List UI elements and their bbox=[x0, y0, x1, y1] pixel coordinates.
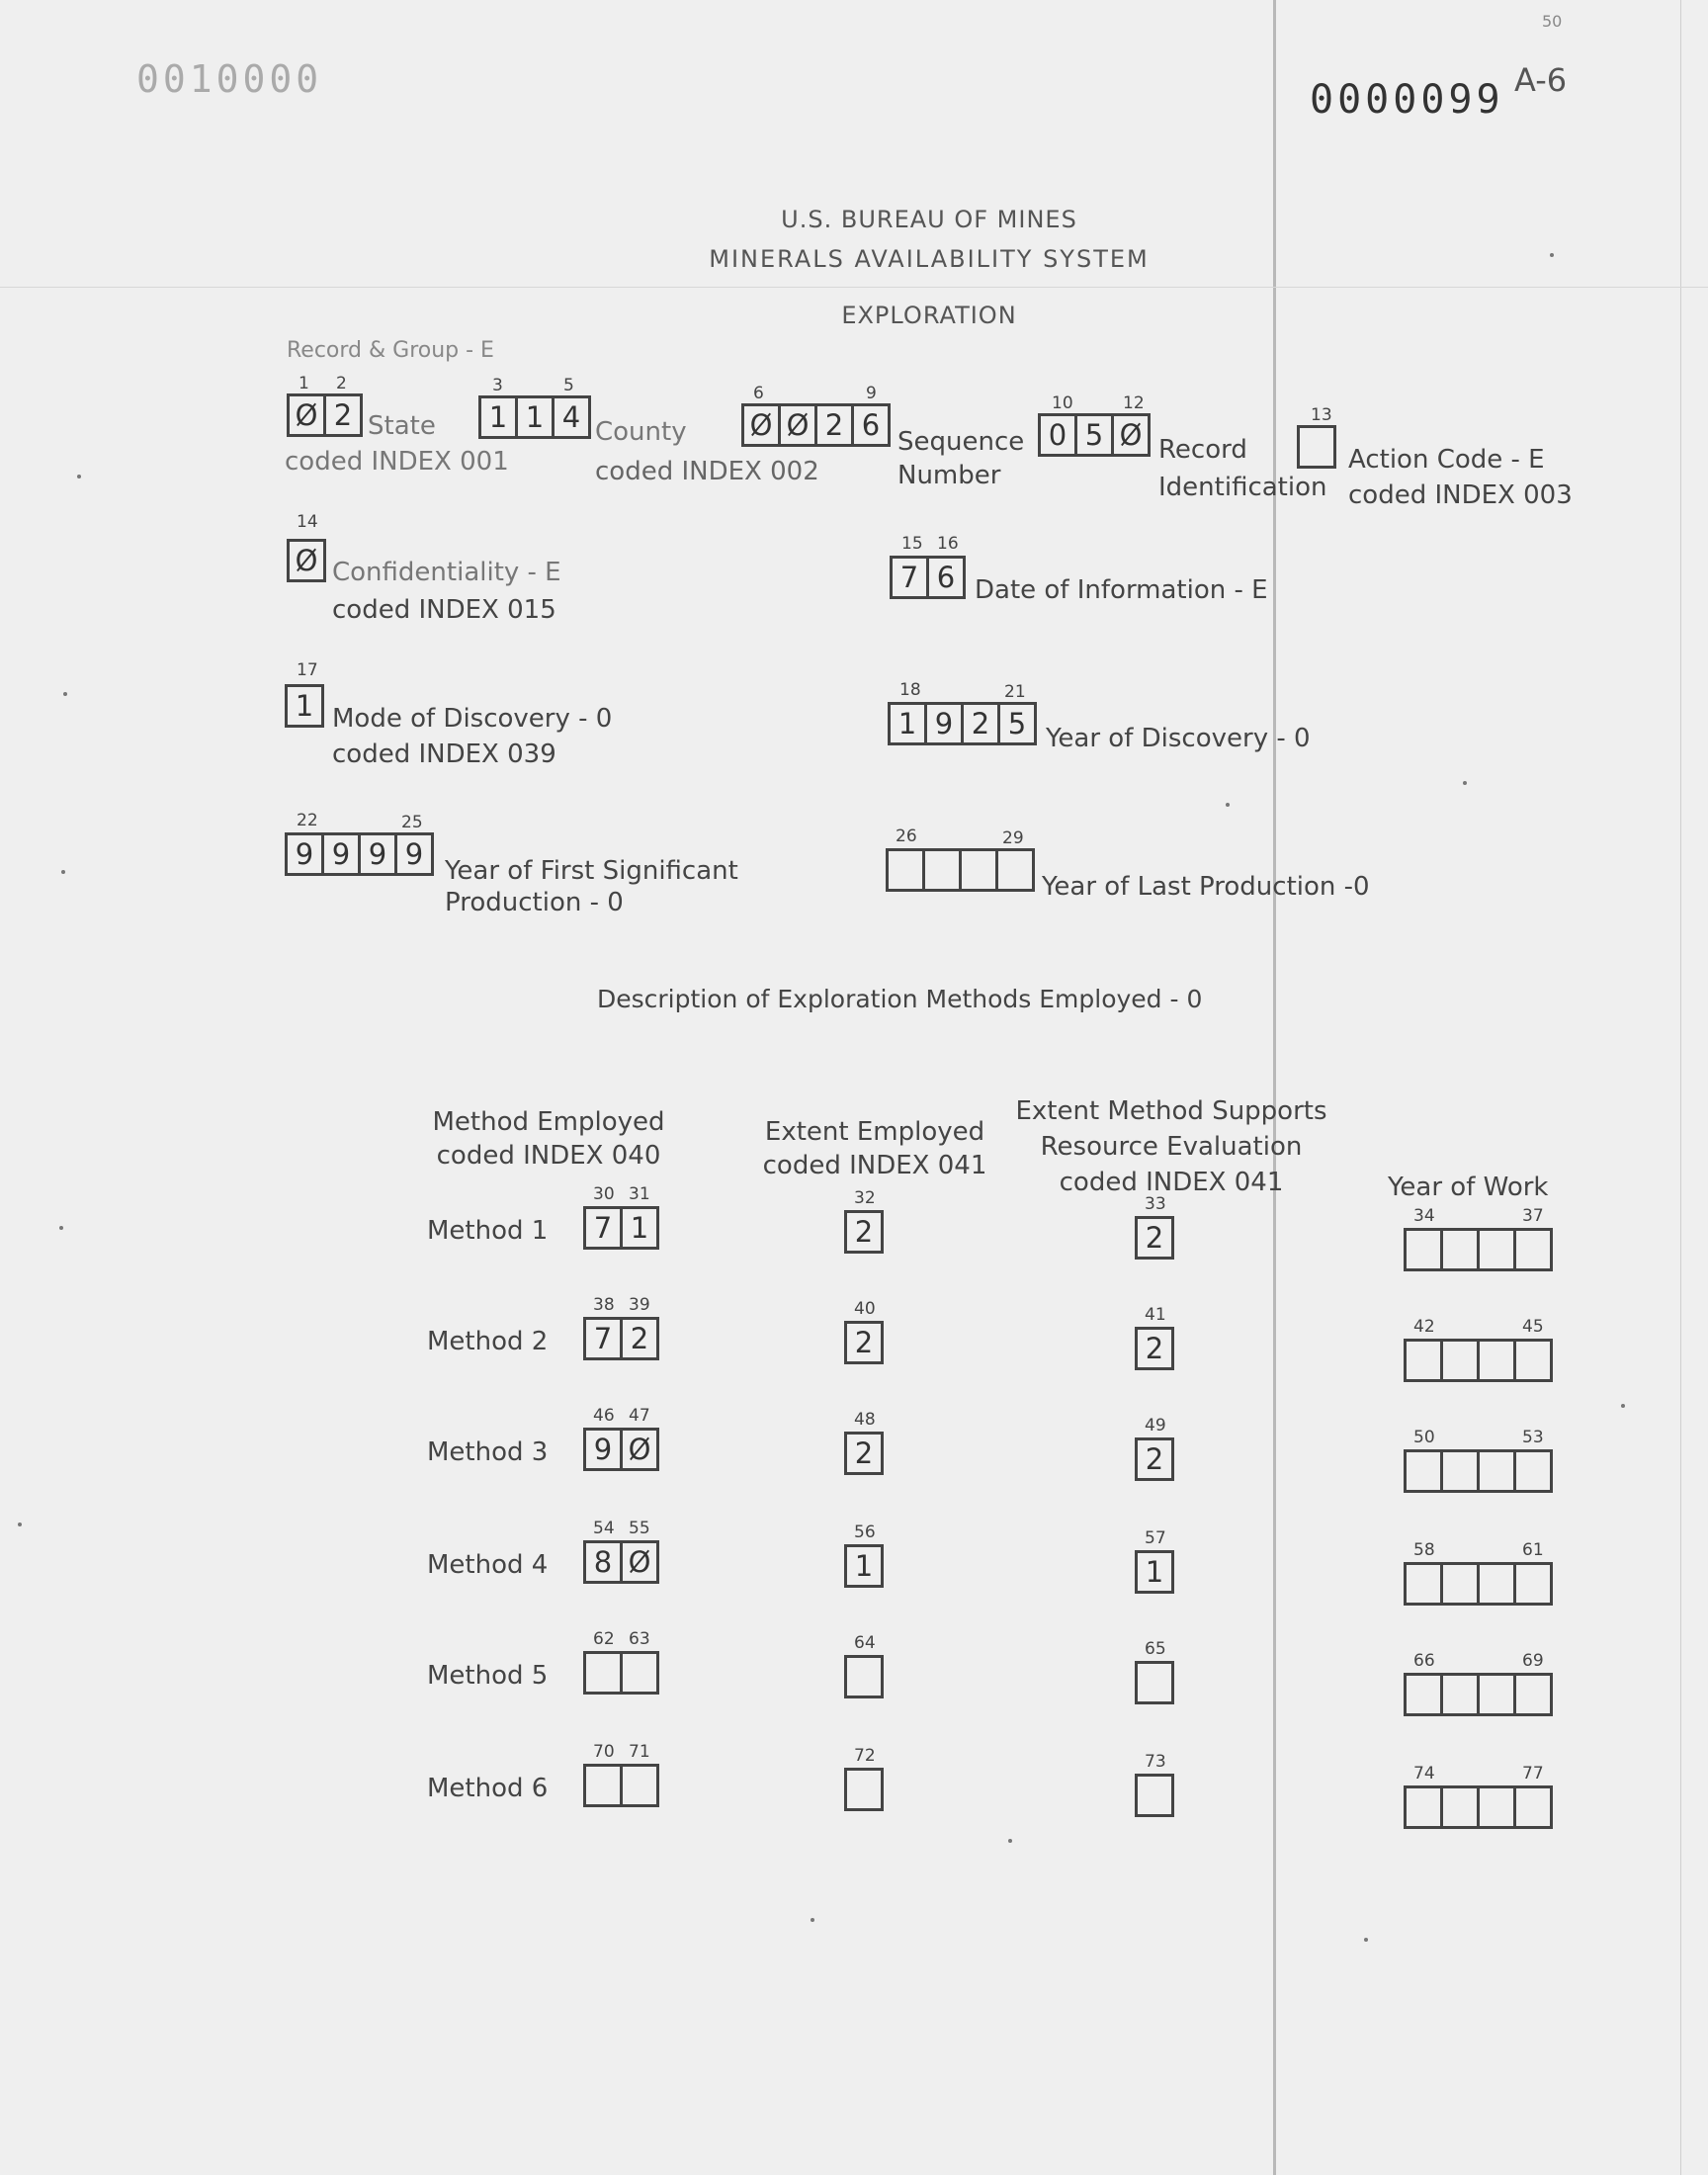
sequence-digit-box: 2 bbox=[814, 403, 854, 447]
support-col-num: 33 bbox=[1145, 1194, 1166, 1214]
support-code-box: 2 bbox=[1135, 1437, 1174, 1481]
mode-discovery-box: 1 bbox=[285, 684, 324, 728]
year-last-box bbox=[959, 848, 998, 892]
year-of-work-box bbox=[1440, 1339, 1480, 1382]
county-digit-box: 1 bbox=[478, 395, 518, 439]
method-code-box: 1 bbox=[620, 1206, 659, 1250]
extent-code-box bbox=[844, 1655, 884, 1698]
scan-speck bbox=[63, 692, 67, 696]
method-code-box: 9 bbox=[583, 1428, 623, 1471]
scan-speck bbox=[1463, 781, 1467, 785]
method-col-num: 39 bbox=[629, 1295, 650, 1315]
extent-col-num: 72 bbox=[854, 1746, 876, 1766]
year-last-production-label: Year of Last Production -0 bbox=[1042, 872, 1370, 902]
year-first-box: 9 bbox=[285, 832, 324, 876]
scan-speck bbox=[1550, 253, 1554, 257]
state-digit-box: 2 bbox=[323, 393, 363, 437]
year-first-box: 9 bbox=[358, 832, 397, 876]
section-title: EXPLORATION bbox=[841, 302, 1017, 329]
year-first-box: 9 bbox=[394, 832, 434, 876]
method-code-box: Ø bbox=[620, 1428, 659, 1471]
year-of-work-box bbox=[1404, 1562, 1443, 1606]
extent-col-num: 32 bbox=[854, 1188, 876, 1208]
date-info-box: 6 bbox=[926, 556, 966, 599]
extent-code-box: 2 bbox=[844, 1210, 884, 1254]
method-label: Method 4 bbox=[427, 1550, 549, 1580]
year-of-work-box bbox=[1440, 1785, 1480, 1829]
county-digit-box: 1 bbox=[515, 395, 555, 439]
year-of-discovery-label: Year of Discovery - 0 bbox=[1046, 724, 1311, 753]
scan-speck bbox=[1226, 803, 1230, 807]
scan-speck bbox=[1364, 1938, 1368, 1942]
support-col-num: 41 bbox=[1145, 1305, 1166, 1325]
sequence-digit-box: Ø bbox=[778, 403, 817, 447]
year-col-num: 42 bbox=[1413, 1317, 1435, 1337]
action-code-label: Action Code - E bbox=[1348, 445, 1545, 475]
mode-of-discovery-index: coded INDEX 039 bbox=[332, 740, 556, 769]
year-last-box bbox=[886, 848, 925, 892]
scan-speck bbox=[77, 475, 81, 478]
method-label: Method 6 bbox=[427, 1774, 549, 1803]
year-of-work-box bbox=[1477, 1562, 1516, 1606]
support-code-box: 1 bbox=[1135, 1550, 1174, 1594]
year-of-work-box bbox=[1404, 1785, 1443, 1829]
year-discovery-box: 5 bbox=[997, 702, 1037, 745]
record-label: Record bbox=[1158, 435, 1247, 465]
method-label: Method 2 bbox=[427, 1327, 549, 1356]
method-col-num: 55 bbox=[629, 1519, 650, 1538]
year-of-work-box bbox=[1513, 1562, 1553, 1606]
year-first-box: 9 bbox=[321, 832, 361, 876]
extent-col-num: 40 bbox=[854, 1299, 876, 1319]
county-digit-box: 4 bbox=[552, 395, 591, 439]
state-label: State bbox=[368, 411, 436, 441]
year-col-num: 58 bbox=[1413, 1540, 1435, 1560]
year-of-work-box bbox=[1513, 1339, 1553, 1382]
year-of-work-box bbox=[1440, 1449, 1480, 1493]
confidentiality-label: Confidentiality - E bbox=[332, 558, 561, 587]
system-title: MINERALS AVAILABILITY SYSTEM bbox=[709, 245, 1150, 273]
year-col-num: 61 bbox=[1522, 1540, 1544, 1560]
support-code-box bbox=[1135, 1774, 1174, 1817]
year-of-work-box bbox=[1440, 1228, 1480, 1271]
action-code-index: coded INDEX 003 bbox=[1348, 480, 1573, 510]
year-discovery-box: 9 bbox=[924, 702, 964, 745]
year-col-num: 77 bbox=[1522, 1764, 1544, 1784]
year-of-work-box bbox=[1404, 1228, 1443, 1271]
year-col-num: 66 bbox=[1413, 1651, 1435, 1671]
sequence-digit-box: 6 bbox=[851, 403, 891, 447]
year-of-work-box bbox=[1477, 1449, 1516, 1493]
method-code-box bbox=[620, 1651, 659, 1695]
year-of-work-box bbox=[1513, 1228, 1553, 1271]
method-label: Method 5 bbox=[427, 1661, 549, 1691]
agency-title: U.S. BUREAU OF MINES bbox=[781, 206, 1077, 233]
scan-speck bbox=[811, 1918, 814, 1922]
year-discovery-box: 1 bbox=[888, 702, 927, 745]
method-col-num: 47 bbox=[629, 1406, 650, 1426]
support-code-box: 2 bbox=[1135, 1216, 1174, 1260]
confidentiality-index: coded INDEX 015 bbox=[332, 595, 556, 625]
year-of-work-box bbox=[1513, 1449, 1553, 1493]
extent-code-box: 2 bbox=[844, 1432, 884, 1475]
method-code-box: 7 bbox=[583, 1317, 623, 1360]
method-code-box: 2 bbox=[620, 1317, 659, 1360]
col-header-extent: Extent Employed coded INDEX 041 bbox=[762, 1117, 987, 1180]
extent-code-box: 1 bbox=[844, 1544, 884, 1588]
method-col-num: 46 bbox=[593, 1406, 615, 1426]
year-of-work-box bbox=[1513, 1785, 1553, 1829]
mode-of-discovery-label: Mode of Discovery - 0 bbox=[332, 704, 613, 734]
year-col-num: 50 bbox=[1413, 1428, 1435, 1447]
support-col-num: 57 bbox=[1145, 1528, 1166, 1548]
year-col-num: 37 bbox=[1522, 1206, 1544, 1226]
action-code-box bbox=[1297, 425, 1336, 469]
record-digit-box: 5 bbox=[1074, 413, 1114, 457]
year-col-num: 34 bbox=[1413, 1206, 1435, 1226]
method-code-box bbox=[620, 1764, 659, 1807]
year-col-num: 53 bbox=[1522, 1428, 1544, 1447]
method-col-num: 71 bbox=[629, 1742, 650, 1762]
year-col-num: 74 bbox=[1413, 1764, 1435, 1784]
method-code-box: Ø bbox=[620, 1540, 659, 1584]
year-last-box bbox=[995, 848, 1035, 892]
support-col-num: 49 bbox=[1145, 1416, 1166, 1436]
year-of-work-box bbox=[1477, 1673, 1516, 1716]
method-col-num: 38 bbox=[593, 1295, 615, 1315]
county-index: coded INDEX 002 bbox=[595, 457, 819, 486]
col-header-method: Method Employed coded INDEX 040 bbox=[432, 1107, 665, 1171]
year-of-work-box bbox=[1404, 1449, 1443, 1493]
year-discovery-box: 2 bbox=[961, 702, 1000, 745]
method-col-num: 30 bbox=[593, 1184, 615, 1204]
sequence-digit-box: Ø bbox=[741, 403, 781, 447]
col-header-year-of-work: Year of Work bbox=[1388, 1173, 1549, 1202]
scan-crease-line bbox=[0, 287, 1708, 288]
method-label: Method 3 bbox=[427, 1437, 549, 1467]
extent-code-box: 2 bbox=[844, 1321, 884, 1364]
extent-col-num: 56 bbox=[854, 1522, 876, 1542]
date-of-information-label: Date of Information - E bbox=[975, 575, 1268, 605]
method-col-num: 70 bbox=[593, 1742, 615, 1762]
support-code-box bbox=[1135, 1661, 1174, 1704]
scan-speck bbox=[61, 870, 65, 874]
year-first-production-sub: Production - 0 bbox=[445, 888, 624, 917]
scan-speck bbox=[1621, 1404, 1625, 1408]
col-header-support: Extent Method Supports Resource Evaluation coded INDEX 041 bbox=[1015, 1096, 1327, 1197]
record-sub: Identification bbox=[1158, 473, 1327, 502]
document-stamp-left: 0010000 bbox=[136, 57, 323, 101]
year-of-work-box bbox=[1477, 1228, 1516, 1271]
document-stamp-right: 0000099 bbox=[1310, 77, 1504, 123]
year-of-work-box bbox=[1477, 1785, 1516, 1829]
year-of-work-box bbox=[1440, 1562, 1480, 1606]
county-label: County bbox=[595, 417, 687, 447]
corner-mark: A-6 bbox=[1514, 61, 1568, 99]
methods-section-title: Description of Exploration Methods Employed - 0 bbox=[597, 985, 1203, 1013]
year-col-num: 69 bbox=[1522, 1651, 1544, 1671]
page-fold-line bbox=[1273, 0, 1276, 2175]
method-code-box bbox=[583, 1651, 623, 1695]
method-code-box: 7 bbox=[583, 1206, 623, 1250]
state-index: coded INDEX 001 bbox=[285, 447, 509, 477]
method-label: Method 1 bbox=[427, 1216, 549, 1246]
support-col-num: 65 bbox=[1145, 1639, 1166, 1659]
extent-code-box bbox=[844, 1768, 884, 1811]
extent-col-num: 48 bbox=[854, 1410, 876, 1430]
year-of-work-box bbox=[1404, 1339, 1443, 1382]
record-digit-box: 0 bbox=[1038, 413, 1077, 457]
state-digit-box: Ø bbox=[287, 393, 326, 437]
scan-speck bbox=[59, 1226, 63, 1230]
confidentiality-box: Ø bbox=[287, 539, 326, 582]
year-col-num: 45 bbox=[1522, 1317, 1544, 1337]
record-group-label: Record & Group - E bbox=[287, 338, 494, 363]
year-of-work-box bbox=[1404, 1673, 1443, 1716]
support-col-num: 73 bbox=[1145, 1752, 1166, 1772]
support-code-box: 2 bbox=[1135, 1327, 1174, 1370]
method-col-num: 63 bbox=[629, 1629, 650, 1649]
method-col-num: 31 bbox=[629, 1184, 650, 1204]
method-col-num: 62 bbox=[593, 1629, 615, 1649]
scanned-form-page: 0010000 0000099 A-6 50 U.S. BUREAU OF MINES MINERALS AVAILABILITY SYSTEM EXPLORATION Record & Group - E 1 2 Ø 2 State coded INDEX 001 3 5 1 1 4 County coded INDEX 002 6 9 Ø Ø 2 6 Sequence Number 10 12 0 5 Ø Record Identification 13 Action Code - E coded INDEX 003 14 Ø Confidentiality - E coded INDEX 015 15 16 7 6 Date of Information - E 17 1 Mode of Discovery - 0 coded INDEX 039 18 21 1 9 2 5 Year of Discovery - 0 22 25 9 9 9 9 Year of First Significant Production - 0 26 29 Year of Last Production -0 Description of Exploration Methods Employed - 0 Method Employed coded INDEX 040 Extent Employed coded INDEX 041 Extent Method Supports Resource Evaluation coded INDEX 041 Year of Work Method 1 30 31 7 1 32 2 33 2 34 37 Method 2 38 39 7 2 40 2 41 2 42 45 Method 3 46 47 9 Ø 48 2 49 2 50 53 Method 4 54 55 8 Ø 56 1 57 1 58 61 Method 5 62 63 64 65 66 69 Method 6 70 71 72 73 74 77 bbox=[0, 0, 1708, 2175]
year-of-work-box bbox=[1440, 1673, 1480, 1716]
scan-speck bbox=[18, 1522, 22, 1526]
method-code-box: 8 bbox=[583, 1540, 623, 1584]
year-last-box bbox=[922, 848, 962, 892]
year-of-work-box bbox=[1513, 1673, 1553, 1716]
scan-speck bbox=[1008, 1839, 1012, 1843]
method-col-num: 54 bbox=[593, 1519, 615, 1538]
date-info-box: 7 bbox=[890, 556, 929, 599]
page-edge-line bbox=[1680, 0, 1681, 2175]
record-digit-box: Ø bbox=[1111, 413, 1151, 457]
corner-number: 50 bbox=[1542, 12, 1563, 31]
year-of-work-box bbox=[1477, 1339, 1516, 1382]
year-first-production-label: Year of First Significant bbox=[445, 856, 738, 886]
sequence-sub: Number bbox=[897, 461, 1001, 490]
extent-col-num: 64 bbox=[854, 1633, 876, 1653]
sequence-label: Sequence bbox=[897, 427, 1025, 457]
method-code-box bbox=[583, 1764, 623, 1807]
